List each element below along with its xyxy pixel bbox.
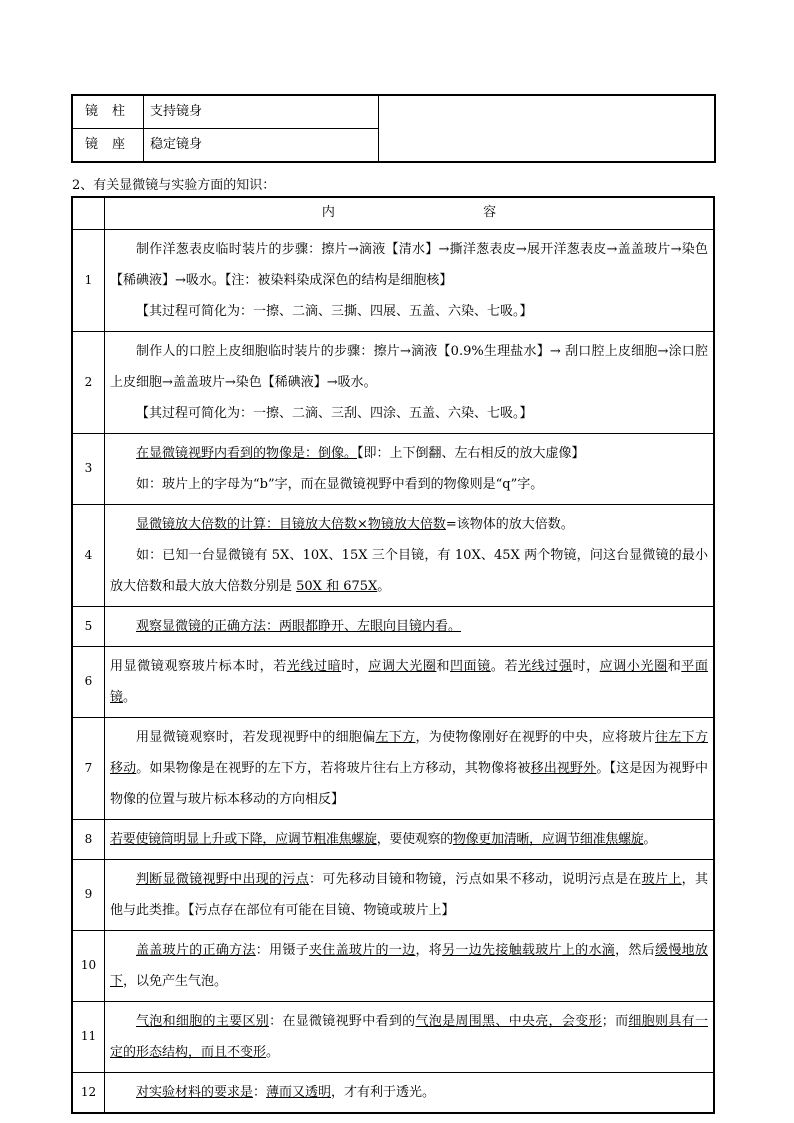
text: ： <box>253 1085 267 1100</box>
text: ，以免产生气泡。 <box>123 974 228 989</box>
row-number: 5 <box>72 607 105 647</box>
row-number: 2 <box>72 332 105 434</box>
underlined-text: 显微镜放大倍数的计算：目镜放大倍数×物镜放大倍数 <box>136 517 446 532</box>
knowledge-table <box>71 196 715 1114</box>
part-function: 稳定镜身 <box>144 129 379 163</box>
table-row <box>72 95 715 129</box>
text: ：用镊子 <box>255 943 309 958</box>
table-row <box>72 607 714 647</box>
text: ，然后 <box>615 943 656 958</box>
underlined-text: 另一边先接触载玻片上的水滴 <box>442 943 616 958</box>
row-paragraph <box>110 1077 708 1108</box>
row-content <box>105 505 715 607</box>
row-paragraph <box>110 438 708 469</box>
row-paragraph <box>110 864 708 926</box>
underlined-text: 光线过暗 <box>286 659 342 674</box>
text: 和 <box>667 659 682 674</box>
underlined-text: 缓慢地放下 <box>110 943 708 989</box>
underlined-text: 移出视野外 <box>530 761 597 776</box>
text: ，要使观察的 <box>376 832 453 847</box>
table-row <box>72 860 714 931</box>
row-number: 6 <box>72 647 105 718</box>
text: ，其他与此类推。【污点存在部位有可能在目镜、物镜或玻片上】 <box>110 872 708 918</box>
row-paragraph: 【其过程可简化为：一擦、二滴、三刮、四涂、五盖、六染、七吸。】 <box>136 406 533 421</box>
row-content <box>105 1002 715 1073</box>
text: =该物体的放大倍数。 <box>445 517 574 532</box>
text: 时， <box>341 659 369 674</box>
row-paragraph <box>110 824 708 855</box>
underlined-text: 观察显微镜的正确方法：两眼都睁开、左眼向目镜内看。 <box>136 619 462 634</box>
row-paragraph <box>110 722 708 815</box>
microscope-parts-table <box>71 94 716 163</box>
table-row <box>72 931 714 1002</box>
row-content <box>105 1073 715 1114</box>
table-row <box>72 505 714 607</box>
underlined-text: 气泡和细胞的主要区别 <box>136 1014 270 1029</box>
row-paragraph <box>110 611 708 642</box>
table-row <box>72 332 714 434</box>
row-number: 3 <box>72 434 105 505</box>
underlined-text: 盖盖玻片的正确方法 <box>136 943 256 958</box>
text: ，将 <box>415 943 443 958</box>
text: 用显微镜观察玻片标本时，若 <box>110 659 287 674</box>
table-row <box>72 230 714 332</box>
part-name: 镜柱 <box>72 95 144 129</box>
underlined-text: 玻片上 <box>641 872 682 887</box>
underlined-text: 物像更加清晰，应调节细准焦螺旋 <box>452 832 644 847</box>
row-number: 11 <box>72 1002 105 1073</box>
row-content <box>105 332 715 434</box>
table-row <box>72 1002 714 1073</box>
underlined-text: 光线过强 <box>518 659 573 674</box>
row-content <box>105 434 715 505</box>
row-paragraph <box>110 509 708 540</box>
underlined-text: 对实验材料的要求是 <box>136 1085 254 1100</box>
row-content <box>105 230 715 332</box>
text: ：在显微镜视野中看到的 <box>269 1014 416 1029</box>
row-content <box>105 820 715 860</box>
header-content-cell <box>105 197 715 230</box>
text: ，才有利于透光。 <box>331 1085 436 1100</box>
table-row <box>72 718 714 820</box>
row-number: 7 <box>72 718 105 820</box>
underlined-text: 夹住盖玻片的一边 <box>309 943 416 958</box>
row-content <box>105 860 715 931</box>
underlined-text: 左下方 <box>375 730 416 745</box>
row-paragraph <box>110 651 708 713</box>
row-paragraph: 如：玻片上的字母为“b”字，而在显微镜视野中看到的物像则是“q”字。 <box>136 477 544 492</box>
row-paragraph <box>110 540 708 602</box>
text: ；而 <box>601 1014 629 1029</box>
underlined-text: 细胞则具有一定的形态结构，而且不变形 <box>110 1014 708 1060</box>
row-paragraph <box>110 1006 708 1068</box>
text: 。 <box>643 832 657 847</box>
text: 如：已知一台显微镜有 5X、10X、15X 三个目镜，有 10X、45X 两个物镜，问这台显微镜的最小放大倍数和最大放大倍数分别是 <box>110 548 708 594</box>
underlined-text: 50X 和 675X <box>296 579 378 594</box>
text: ：可先移动目镜和物镜，污点如果不移动，说明污点是在 <box>309 872 642 887</box>
row-number: 12 <box>72 1073 105 1114</box>
table-row <box>72 434 714 505</box>
header-num-cell <box>72 197 105 230</box>
text: 【即：上下倒翻、左右相反的放大虚像】 <box>357 446 585 461</box>
underlined-text: 气泡是周围黑、中央亮，会变形 <box>415 1014 602 1029</box>
text: ，为使物像刚好在视野的中央，应将玻片 <box>415 730 656 745</box>
table-row <box>72 820 714 860</box>
underlined-text: 判断显微镜视野中出现的污点 <box>136 872 310 887</box>
row-paragraph: 【其过程可简化为：一擦、二滴、三撕、四展、五盖、六染、七吸。】 <box>136 304 533 319</box>
row-number: 1 <box>72 230 105 332</box>
row-number: 4 <box>72 505 105 607</box>
row-content <box>105 647 715 718</box>
table-header-row <box>72 197 714 230</box>
text: 用显微镜观察时，若发现视野中的细胞偏 <box>136 730 376 745</box>
text: 。 <box>377 579 391 594</box>
underlined-text: 若要使镜筒明显上升或下降，应调节粗准焦螺旋 <box>110 832 377 847</box>
row-number: 9 <box>72 860 105 931</box>
header-right: 容 <box>483 205 497 221</box>
underlined-text: 凹面镜 <box>450 659 491 674</box>
underlined-text: 在显微镜视野内看到的物像是：倒像。 <box>136 446 358 461</box>
row-paragraph: 制作洋葱表皮临时装片的步骤：擦片→滴液【清水】→撕洋葱表皮→展开洋葱表皮→盖盖玻片→染色【稀碘液】→吸水。【注：被染料染成深色的结构是细胞核】 <box>110 242 708 288</box>
text: 时， <box>572 659 600 674</box>
text: 。 <box>123 690 137 705</box>
part-name: 镜座 <box>72 129 144 163</box>
row-content <box>105 607 715 647</box>
text: 和 <box>436 659 451 674</box>
row-content <box>105 718 715 820</box>
header-left: 内 <box>321 205 335 221</box>
underlined-text: 往左下方移动 <box>110 730 708 776</box>
row-number: 10 <box>72 931 105 1002</box>
underlined-text: 薄而又透明 <box>266 1085 332 1100</box>
text: 。如果物像是在视野的左下方，若将玻片往右上方移动，其物像将被 <box>136 761 531 776</box>
underlined-text: 应调大光圈 <box>368 659 437 674</box>
row-content <box>105 931 715 1002</box>
text: 。【这是因为视野中物像的位置与玻片标本移动的方向相反】 <box>110 761 708 807</box>
underlined-text: 应调小光圈 <box>599 659 668 674</box>
text: 。若 <box>490 659 519 674</box>
table-row <box>72 1073 714 1114</box>
row-paragraph: 制作人的口腔上皮细胞临时装片的步骤：擦片→滴液【0.9%生理盐水】→ 刮口腔上皮细胞→涂口腔上皮细胞→盖盖玻片→染色【稀碘液】→吸水。 <box>110 344 708 390</box>
part-function: 支持镜身 <box>144 95 379 129</box>
text: 。 <box>266 1045 280 1060</box>
row-paragraph <box>110 935 708 997</box>
section-title: 2、有关显微镜与实验方面的知识： <box>72 178 276 193</box>
table-row <box>72 647 714 718</box>
underlined-text: 平面镜 <box>110 659 708 705</box>
row-number: 8 <box>72 820 105 860</box>
blank-cell <box>379 95 716 162</box>
